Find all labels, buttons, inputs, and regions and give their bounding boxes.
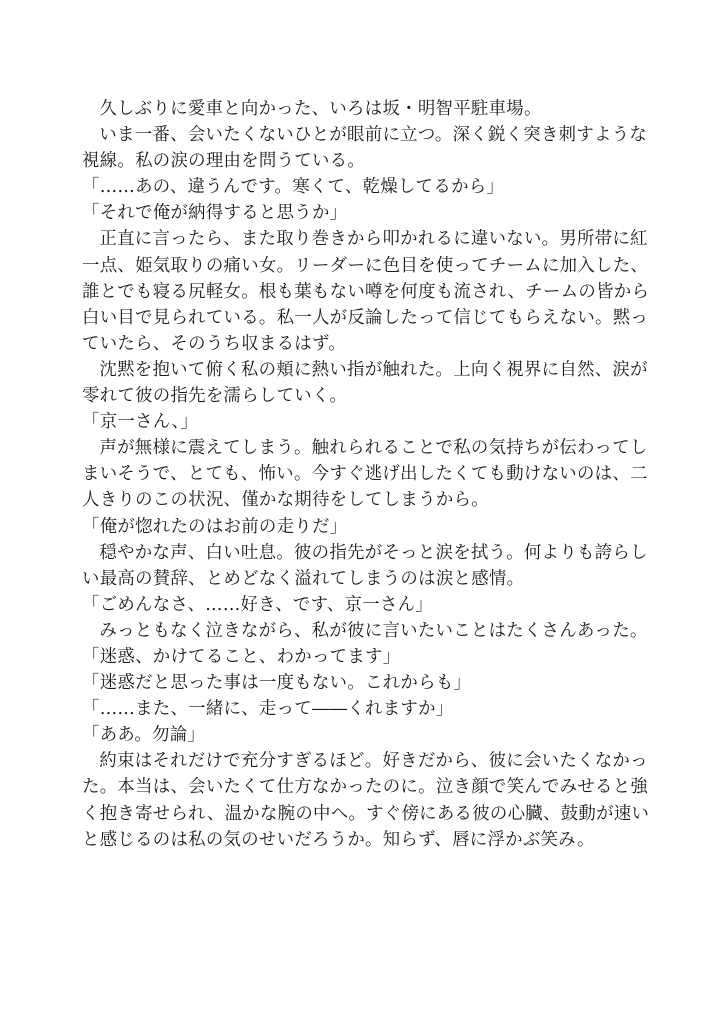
text-line: みっともなく泣きながら、私が彼に言いたいことはたくさんあった。 [99, 620, 648, 641]
text-line: 正直に言ったら、また取り巻きから叩かれるに違いない。男所帯に紅 [99, 229, 648, 250]
text-line: 零れて彼の指先を濡らしていく。 [82, 386, 348, 407]
text-line: 白い目で見られている。私一人が反論したって信じてもらえない。黙っ [82, 307, 649, 328]
text-line: 約束はそれだけで充分すぎるほど。好きだから、彼に会いたくなかっ [99, 751, 648, 772]
text-line: 人きりのこの状況、僅かな期待をしてしまうから。 [82, 490, 489, 511]
text-line: 一点、姫気取りの痛い女。リーダーに色目を使ってチームに加入した、 [82, 255, 649, 276]
dialogue-line: 「迷惑、かけてること、わかってます」 [82, 646, 401, 667]
text-line: 穏やかな声、白い吐息。彼の指先がそっと涙を拭う。何よりも誇らし [99, 542, 648, 563]
text-line: 久しぶりに愛車と向かった、いろは坂・明智平駐車場。 [99, 99, 542, 119]
text-line: 誰とでも寝る尻軽女。根も葉もない噂を何度も流され、チームの皆から [82, 281, 650, 302]
dialogue-line: 「迷惑だと思った事は一度もない。これからも」 [82, 673, 472, 694]
text-line: いま一番、会いたくないひとが眼前に立つ。深く鋭く突き刺すような [99, 125, 648, 146]
dialogue-line: 「それで俺が納得すると思うか」 [82, 203, 348, 224]
body-text [82, 96, 672, 853]
text-line: く抱き寄せられ、温かな腕の中へ。すぐ傍にある彼の心臓、鼓動が速い [82, 803, 650, 824]
text-line: まいそうで、とても、怖い。今すぐ逃げ出したくても動けないのは、二 [82, 464, 648, 485]
dialogue-line: 「俺が惚れたのはお前の走りだ」 [82, 516, 348, 537]
text-line: い最高の賛辞、とめどなく溢れてしまうのは涙と感情。 [82, 568, 525, 589]
text-line: 視線。私の涙の理由を問うている。 [82, 151, 366, 172]
text-line: た。本当は、会いたくて仕方なかったのに。泣き顔で笑んでみせると強 [82, 777, 649, 798]
dialogue-line: 「京一さん、」 [82, 412, 199, 433]
dialogue-line: 「……また、一緒に、走って――くれますか」 [82, 699, 454, 720]
text-line: 声が無様に震えてしまう。触れられることで私の気持ちが伝わってし [99, 438, 648, 459]
text-line: ていたら、そのうち収まるはず。 [82, 333, 346, 354]
dialogue-line: 「ああ。勿論」 [82, 725, 206, 746]
text-line: と感じるのは私の気のせいだろうか。知らず、唇に浮かぶ笑み。 [82, 829, 595, 850]
dialogue-line: 「……あの、違うんです。寒くて、乾燥してるから」 [82, 177, 505, 198]
text-line: 沈黙を抱いて俯く私の頬に熱い指が触れた。上向く視界に自然、涙が [99, 359, 648, 380]
dialogue-line: 「ごめんなさ、……好き、です、京一さん」 [82, 594, 434, 615]
